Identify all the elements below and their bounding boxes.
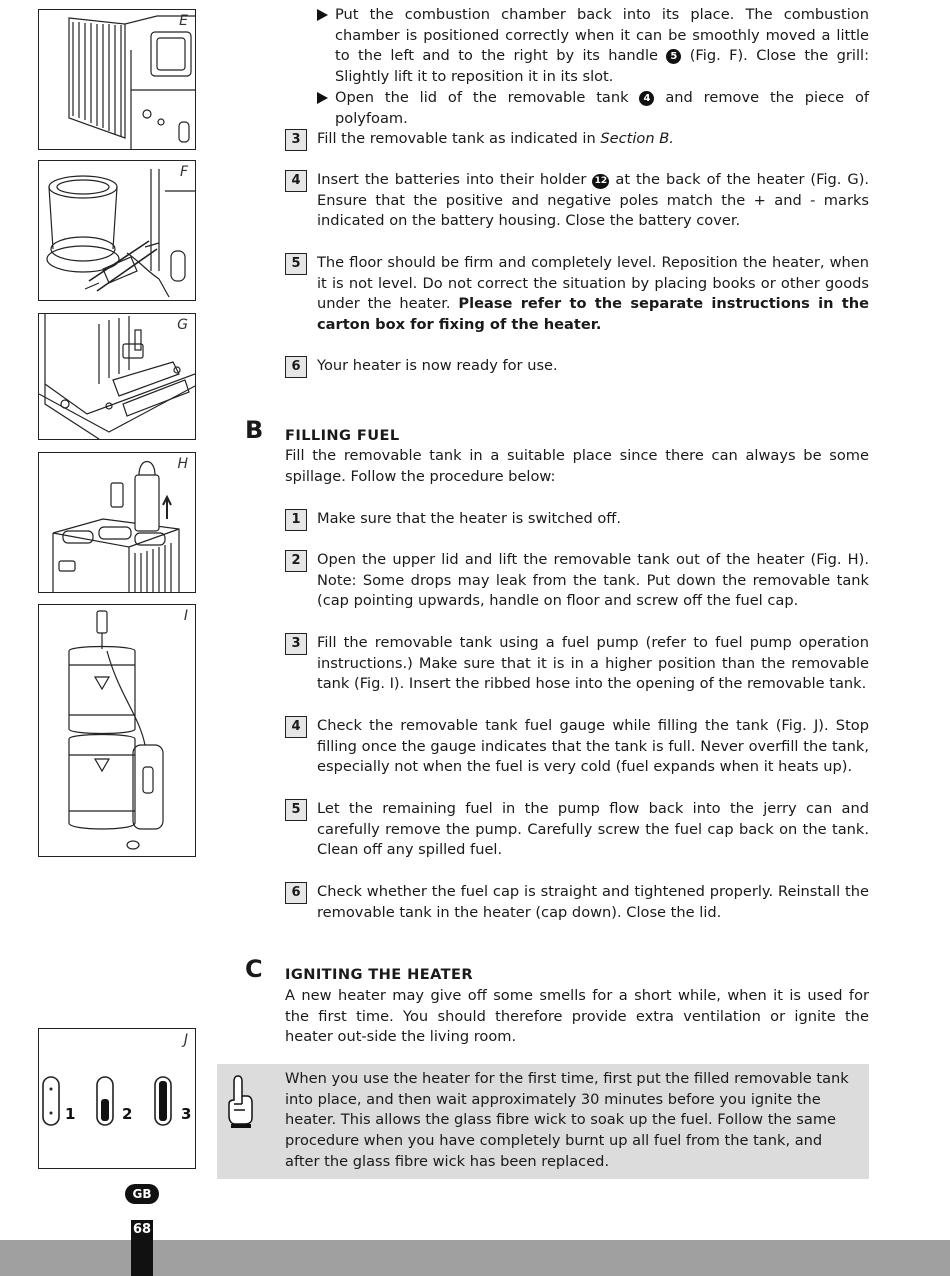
step-text-bold: Please refer to the separate instructions in the carton box for fixing of the heater. xyxy=(317,295,870,334)
step-number: 1 xyxy=(285,509,307,531)
bullet-remove-polyfoam xyxy=(335,88,869,129)
step-number: 6 xyxy=(285,882,307,904)
gauge-label-1: 1 xyxy=(65,1105,76,1123)
part-marker-4: 4 xyxy=(639,91,654,106)
note-text: When you use the heater for the first time, first put the filled removable tank into place, and then wait approximately 30 minutes before you ignite the heater. This allows the glass fibre wick to soak up the fuel. Follow the same procedure when you have completely burnt up all fuel from the tank, and after the glass fibre wick has been replaced. xyxy=(285,1070,849,1170)
step-number: 6 xyxy=(285,356,307,378)
step-text: Check whether the fuel cap is straight and tightened properly. Reinstall the removable tank in the heater (cap down). Close the lid. xyxy=(317,883,869,921)
step-text: Check the removable tank fuel gauge while filling the tank (Fig. J). Stop filling once the gauge indicates that the tank is full. Never overfill the tank, especially not when the fuel is very cold (fuel expands when it heats up). xyxy=(317,717,869,776)
step-number: 3 xyxy=(285,129,307,151)
gauge-label-2: 2 xyxy=(122,1105,133,1123)
step-text: Your heater is now ready for use. xyxy=(317,357,558,374)
gauge-label-3: 3 xyxy=(181,1105,192,1123)
step-text: Fill the removable tank using a fuel pump (refer to fuel pump operation instructions.) Make sure that it is in a higher position than the removable tank (Fig. I). Insert the ribbed hose into the opening of the removable tank. xyxy=(317,634,869,693)
figure-h-label: H xyxy=(177,456,188,472)
figure-g-label: G xyxy=(177,317,188,333)
triangle-bullet-icon xyxy=(317,92,328,104)
bullet-combustion-chamber xyxy=(335,5,869,88)
gauge-level-half xyxy=(101,1099,109,1121)
step-number: 4 xyxy=(285,170,307,192)
figure-h-illustration xyxy=(39,453,195,592)
figure-i-label: I xyxy=(183,608,188,624)
triangle-bullet-icon xyxy=(317,9,328,21)
figure-h xyxy=(38,452,196,593)
gauge-level-full xyxy=(159,1081,167,1121)
step-text-main: Fill the removable tank as indicated in xyxy=(317,130,596,147)
bullet-text: and remove the piece of polyfoam. xyxy=(335,89,870,127)
language-badge: GB xyxy=(125,1184,159,1204)
fuel-gauge-illustration xyxy=(39,1029,195,1168)
step-text: Open the upper lid and lift the removable tank out of the heater (Fig. H). Note: Some drops may leak from the tank. Put down the removable tank (cap pointing upwards, handle on floor and screw off the fuel cap. xyxy=(317,551,869,610)
section-heading: IGNITING THE HEATER xyxy=(285,966,474,983)
step-text-main: The floor should be firm and completely level. Reposition the heater, when it is not level. Do not correct the situation by placing books or other goods under the heater. xyxy=(317,254,869,313)
step-number: 5 xyxy=(285,253,307,275)
section-letter: C xyxy=(245,955,263,983)
step-number: 3 xyxy=(285,633,307,655)
figure-f-illustration xyxy=(39,161,195,300)
step-number: 2 xyxy=(285,550,307,572)
step-text xyxy=(317,253,869,336)
step-number: 4 xyxy=(285,716,307,738)
figure-i-illustration xyxy=(39,605,195,856)
step-text: Make sure that the heater is switched off. xyxy=(317,510,621,527)
figure-f xyxy=(38,160,196,301)
figure-e-label: E xyxy=(179,13,188,29)
part-marker-12: 12 xyxy=(592,174,609,189)
step-text xyxy=(317,129,869,150)
section-heading: FILLING FUEL xyxy=(285,427,400,444)
section-letter: B xyxy=(245,416,264,444)
figure-j-label: J xyxy=(183,1032,188,1048)
step-text xyxy=(317,170,869,232)
figure-e-illustration xyxy=(39,10,195,149)
bullet-text: (Fig. F). Close the grill: Slightly lift it to reposition it in its slot. xyxy=(335,47,869,86)
part-marker-5: 5 xyxy=(666,49,681,64)
figure-j xyxy=(38,1028,196,1169)
figure-i xyxy=(38,604,196,857)
bullet-text: Put the combustion chamber back into its place. The combustion chamber is positioned correctly when it can be smoothly moved a little to the left and to the right by its handle xyxy=(335,6,869,65)
figure-g-illustration xyxy=(39,314,195,439)
figure-g xyxy=(38,313,196,440)
page-number: 68 xyxy=(132,1222,152,1237)
figure-e xyxy=(38,9,196,150)
step-text-main: Insert the batteries into their holder xyxy=(317,171,587,188)
step-number: 5 xyxy=(285,799,307,821)
step-text-rest: at the back of the heater (Fig. G). Ensure that the positive and negative poles match the + and - marks indicated on the battery housing. Close the battery cover. xyxy=(317,171,870,230)
note-box xyxy=(217,1064,869,1179)
section-intro: A new heater may give off some smells for a short while, when it is used for the first time. You should therefore provide extra ventilation or ignite the heater out-side the living room. xyxy=(285,987,869,1046)
pointing-hand-icon xyxy=(225,1074,257,1128)
figure-f-label: F xyxy=(179,164,188,180)
section-reference: Section B. xyxy=(600,130,674,147)
section-intro: Fill the removable tank in a suitable place since there can always be some spillage. Follow the procedure below: xyxy=(285,447,869,485)
step-text: Let the remaining fuel in the pump flow back into the jerry can and carefully remove the pump. Carefully screw the fuel cap back on the tank. Clean off any spilled fuel. xyxy=(317,800,869,859)
bullet-text: Open the lid of the removable tank xyxy=(335,89,629,106)
